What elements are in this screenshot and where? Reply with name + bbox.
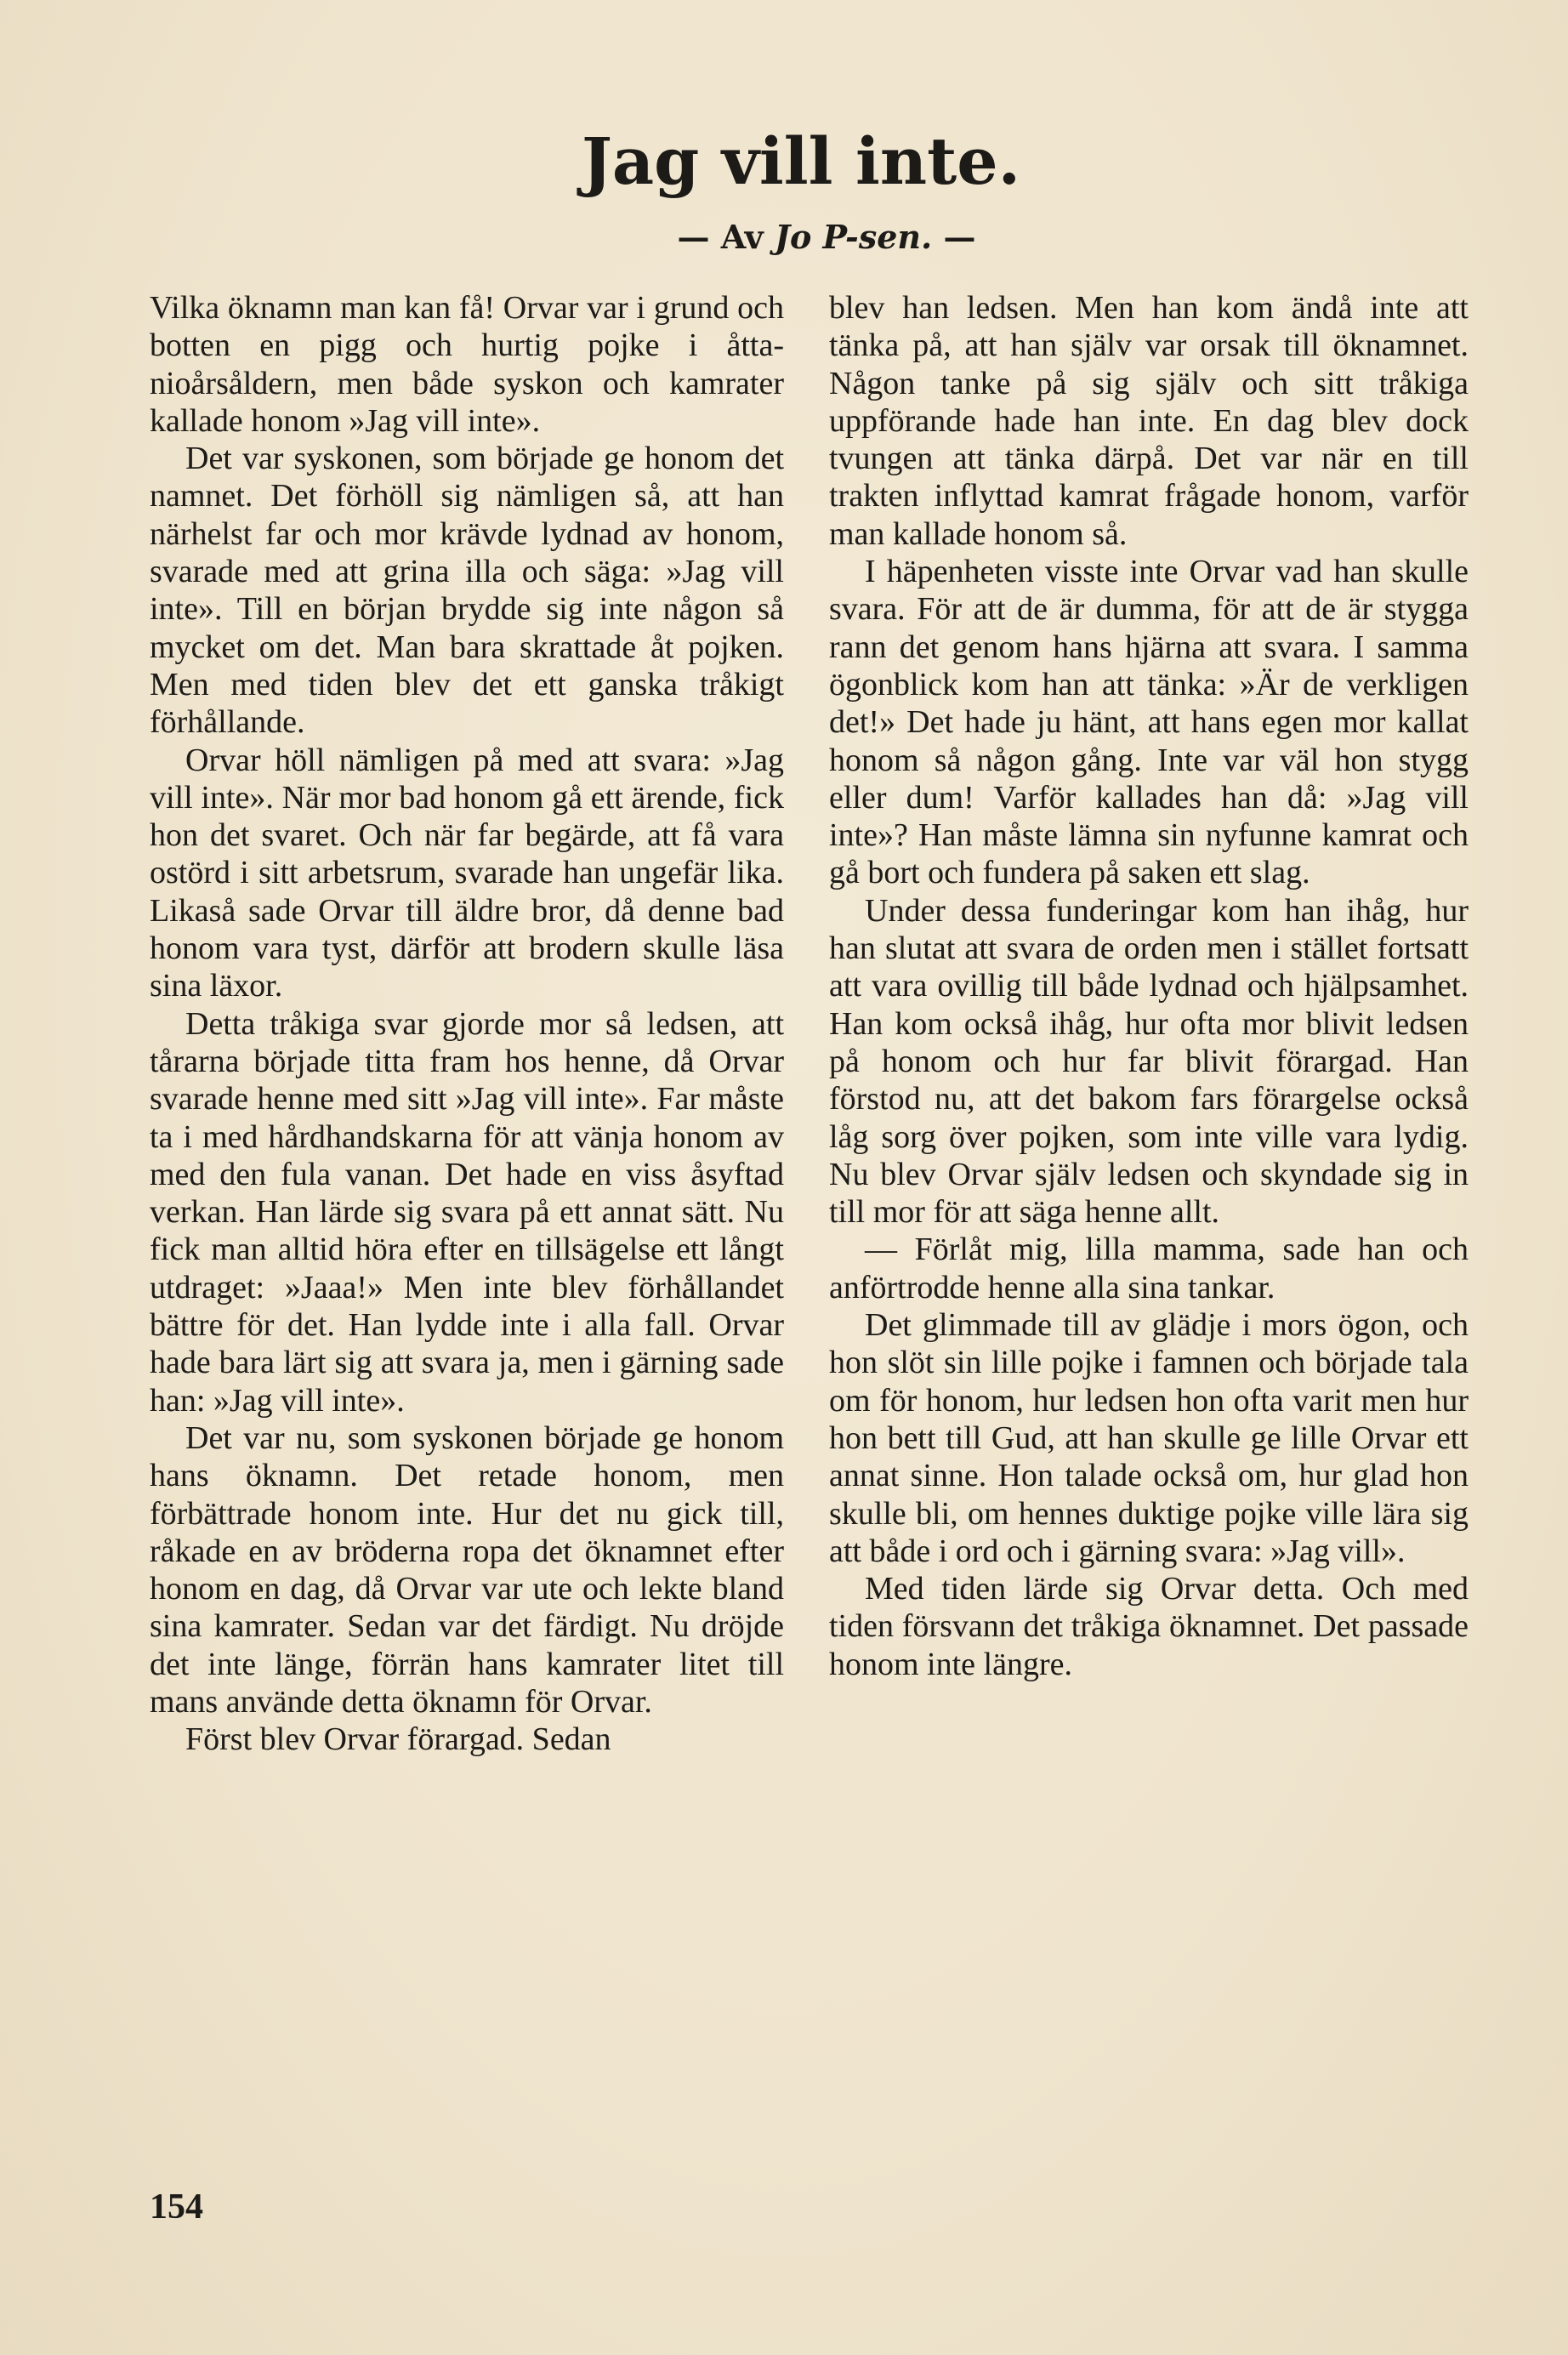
paragraph: Det glimmade till av glädje i mors ögon, och hon slöt sin lille pojke i famnen och började tala om för honom, hur ledsen hon ofta varit men hur hon bett till Gud, att han skulle ge lille Orvar ett annat sinne. Hon talade också om, hur glad hon skulle bli, om hennes duktige pojke ville lära sig att både i ord och i gärning svara: »Jag vill». [829,1307,1469,1569]
paragraph-continued: blev han ledsen. Men han kom ändå inte att tänka på, att han själv var orsak till öknamnet. Någon tanke på sig själv och sitt tråkiga uppförande hade han inte. En dag blev dock tvungen att tänka därpå. Det var när en till trakten inflyttad kamrat frågade honom, varför man kallade honom så. [829,290,1469,552]
paragraph: I häpenheten visste inte Orvar vad han skulle svara. För att de är dumma, för att de är stygga rann det genom hans hjärna att svara. I samma ögonblick kom han att tänka: »Är de verkligen det!» Det hade ju hänt, att hans egen mor kallat honom så någon gång. Inte var väl hon stygg eller dum! Varför kallades han då: »Jag vill inte»? Han måste lämna sin nyfunne kamrat och gå bort och fundera på saken ett slag. [829,554,1469,891]
article-title: Jag vill inte. [581,123,1021,199]
byline-suffix: — [943,218,976,256]
paragraph: Med tiden lärde sig Orvar detta. Och med tiden försvann det tråkiga öknamnet. Det passade honom inte längre. [829,1571,1469,1682]
paragraph: Orvar höll nämligen på med att svara: »Jag vill inte». När mor bad honom gå ett ärende, fick hon det svaret. Och när far begärde, att få vara ostörd i sitt arbetsrum, svarade han ungefär lika. Likaså sade Orvar till äldre bror, då denne bad honom vara tyst, därför att brodern skulle läsa sina läxor. [150,742,784,1004]
byline-author: Jo P-sen. [775,218,933,256]
paragraph: Detta tråkiga svar gjorde mor så ledsen, att tårarna började titta fram hos henne, då Orvar svarade henne med sitt »Jag vill inte». Far måste ta i med hårdhandskarna för att vänja honom av med den fula vanan. Det hade en viss åsyftad verkan. Han lärde sig svara på ett annat sätt. Nu fick man alltid höra efter en tillsägelse ett långt utdraget: »Jaaa!» Men inte blev förhållandet bättre för det. Han lydde inte i alla fall. Orvar hade bara lärt sig att svara ja, men i gärning sade han: »Jag vill inte». [150,1005,784,1419]
paragraph: Under dessa funderingar kom han ihåg, hur han slutat att svara de orden men i stället fortsatt att vara ovillig till både lydnad och hjälpsamhet. Han kom också ihåg, hur ofta mor blivit ledsen på honom och hur far blivit förargad. Han förstod nu, att det bakom fars förargelse också låg sorg över pojken, som inte ville vara lydig. Nu blev Orvar själv ledsen och skyndade sig in till mor för att säga henne allt. [829,892,1469,1231]
paragraph: Vilka öknamn man kan få! Orvar var i grund och botten en pigg och hurtig pojke i åtta-nioårsåldern, men både syskon och kamrater kallade honom »Jag vill inte». [150,290,784,439]
byline-prefix: — Av [677,218,764,256]
byline [0,214,1568,260]
paragraph: — Förlåt mig, lilla mamma, sade han och anförtrodde henne alla sina tankar. [829,1232,1469,1305]
paragraph: Det var nu, som syskonen började ge honom hans öknamn. Det retade honom, men förbättrade honom inte. Hur det nu gick till, råkade en av bröderna ropa det öknamnet efter honom en dag, då Orvar var ute och lekte bland sina kamrater. Sedan var det färdigt. Nu dröjde det inte länge, förrän hans kamrater litet till mans använde detta öknamn för Orvar. [150,1419,784,1720]
right-column [829,289,1469,1683]
left-column [150,289,784,1759]
paragraph: Först blev Orvar förargad. Sedan [185,1721,611,1758]
page-number: 154 [150,2187,203,2227]
paragraph: Det var syskonen, som började ge honom det namnet. Det förhöll sig nämligen så, att han närhelst far och mor krävde lydnad av honom, svarade med att grina illa och säga: »Jag vill inte». Till en början brydde sig inte någon så mycket om det. Man bara skrattade åt pojken. Men med tiden blev det ett ganska tråkigt förhållande. [150,441,784,741]
